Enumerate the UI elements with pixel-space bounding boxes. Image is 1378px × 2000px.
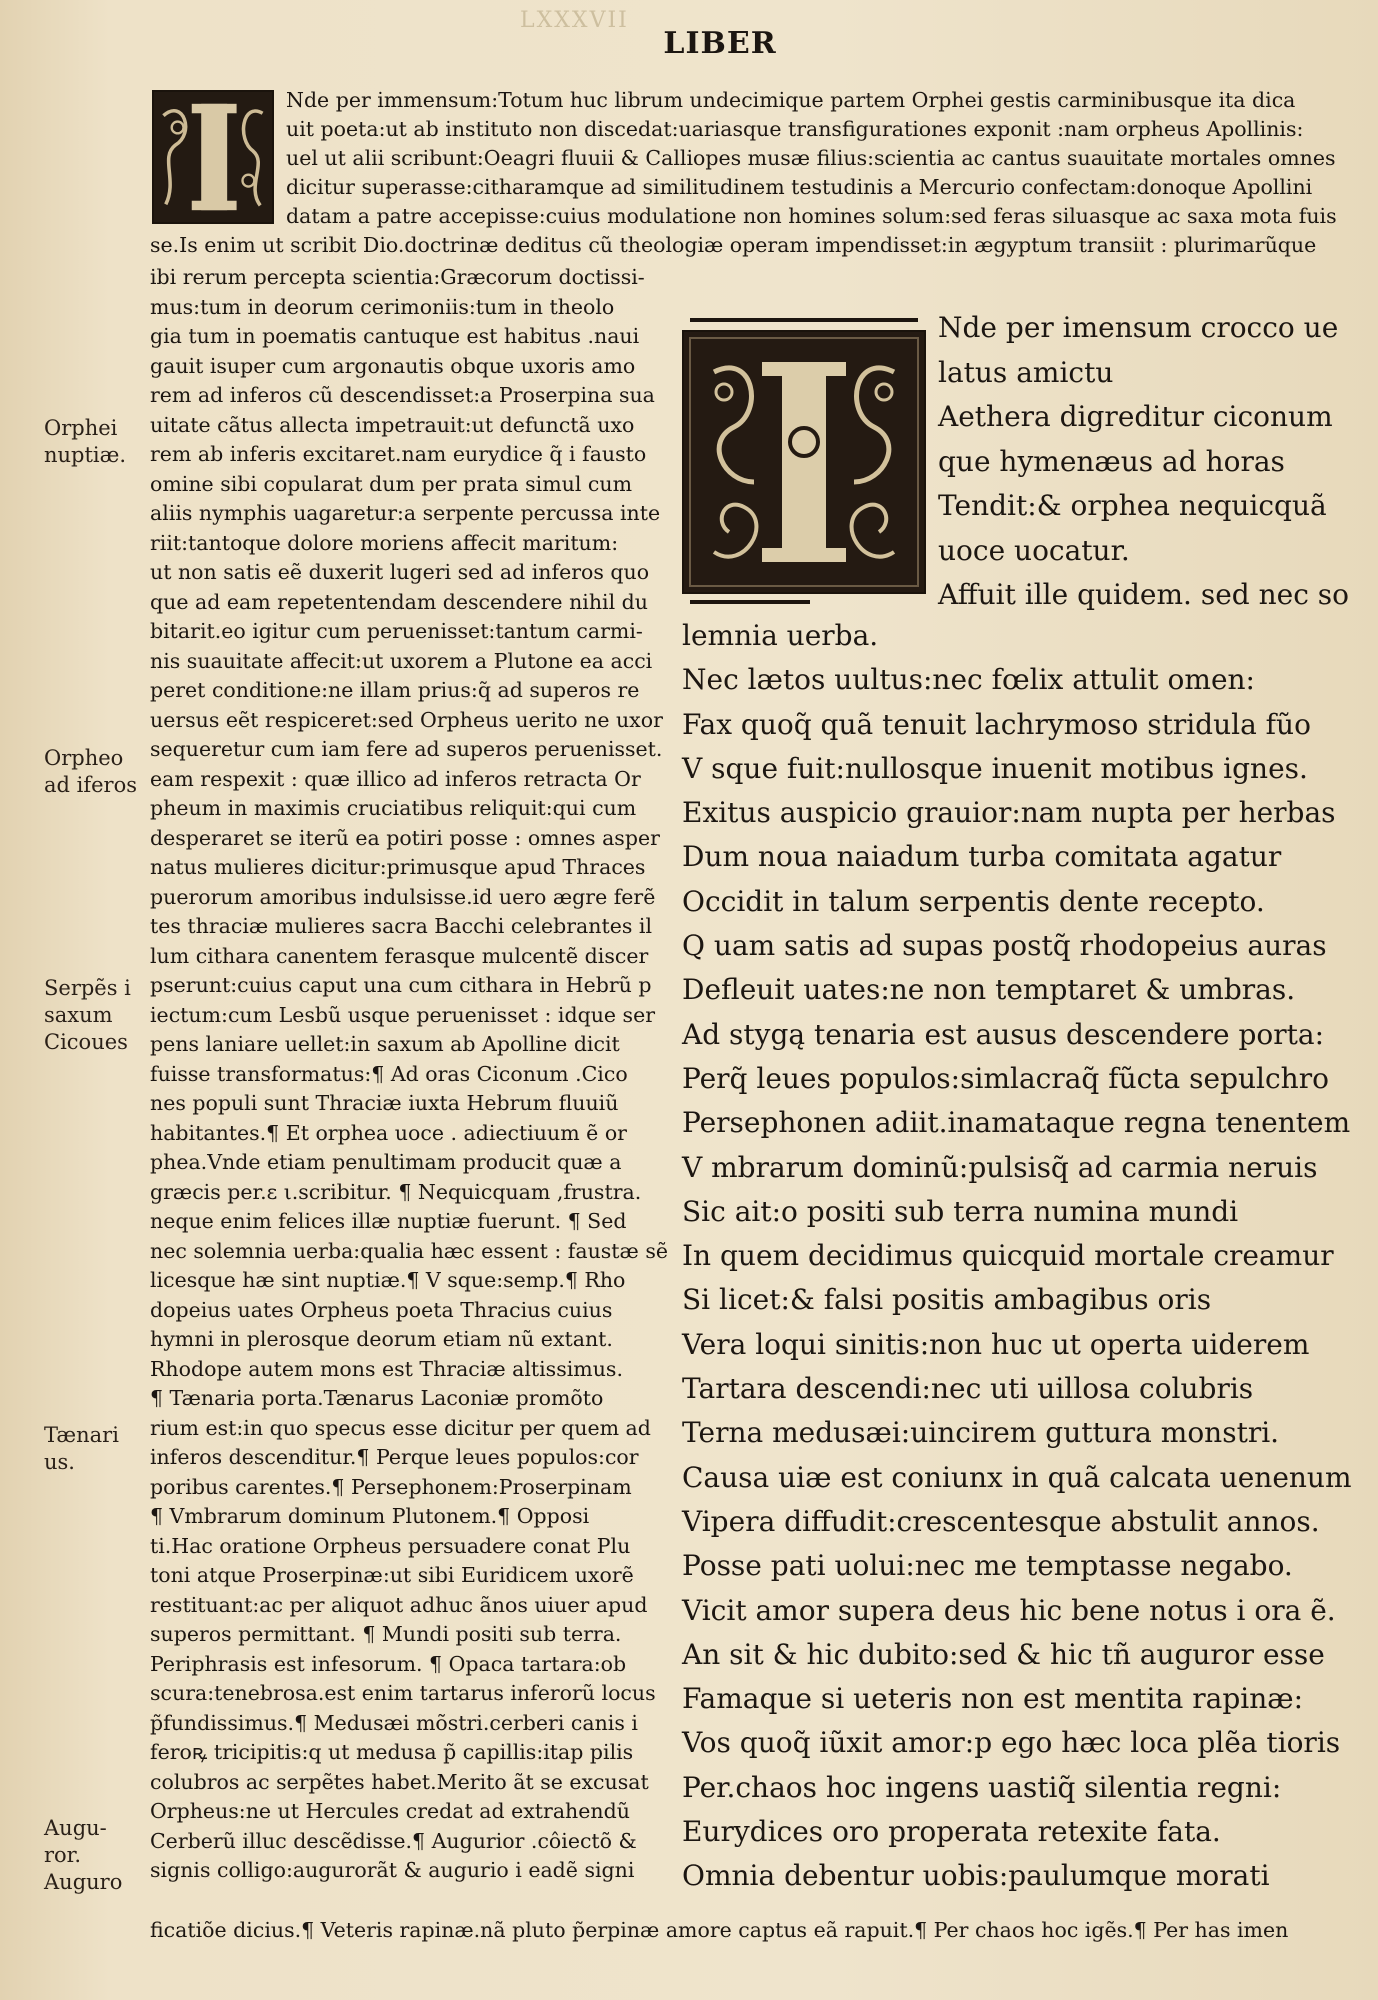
- verse-head-block: [938, 306, 1358, 618]
- verse-line: V sque fuit:nullosque inuenit motibus ignes.: [682, 751, 1308, 785]
- verse-line: Tartara descendi:nec uti uillosa colubris: [682, 1372, 1254, 1406]
- margin-note-orphei-nuptiae: Orphei nuptiæ.: [44, 416, 127, 467]
- commentary-line: gia tum in poematis cantuque est habitus .naui: [150, 324, 640, 348]
- verse-line: Nde per imensum crocco ue: [938, 311, 1339, 344]
- intro-line: dicitur superasse:citharamque ad similitudinem testudinis a Mercurio confectam:donoque Apollini: [286, 175, 1313, 199]
- commentary-line: colubros ac serpẽtes habet.Merito ãt se excusat: [150, 1769, 649, 1794]
- verse-line: Vipera diffudit:crescentesque abstulit annos.: [682, 1504, 1320, 1538]
- intro-line: uel ut alii scribunt:Oeagri fluuii & Calliopes musæ filius:scientia ac cantus suauitate mortales omnes: [286, 146, 1336, 170]
- intro-line: se.Is enim ut scribit Dio.doctrinæ deditus cũ theologiæ operam impendisset:in ægyptum transiit : plurimarũque: [150, 233, 1317, 257]
- commentary-line: pserunt:cuius caput una cum cithara in Hebrũ p: [150, 973, 652, 997]
- verse-line: Sic ait:o positi sub terra numina mundi: [682, 1194, 1239, 1228]
- commentary-line: uersus eẽt respiceret:sed Orpheus uerito ne uxor: [150, 707, 663, 732]
- verse-column: [682, 614, 1362, 1899]
- commentary-line: hymni in plerosque deorum etiam nũ extant.: [150, 1327, 613, 1351]
- commentary-line: superos permittant. ¶ Mundi positi sub terra.: [150, 1622, 622, 1646]
- commentary-line: Rhodope autem mons est Thraciæ altissimus.: [150, 1356, 623, 1381]
- commentary-line: puerorum amoribus indulsisse.id uero ægre ferẽ: [150, 884, 656, 909]
- woodcut-initial-large: [682, 330, 926, 594]
- commentary-line: natus mulieres dicitur:primusque apud Thraces: [150, 855, 646, 879]
- verse-line: Terna medusæi:uincirem guttura monstri.: [682, 1416, 1280, 1450]
- commentary-line: p̃fundissimus.¶ Medusæi mõstri.cerberi canis i: [150, 1710, 638, 1735]
- verse-line: Aethera digreditur ciconum: [938, 400, 1333, 433]
- commentary-line: restituant:ac per aliquot adhuc ãnos uiuer apud: [150, 1592, 648, 1617]
- commentary-line: ¶ Vmbrarum dominum Plutonem.¶ Opposi: [150, 1504, 590, 1528]
- verse-line: Exitus auspicio grauior:nam nupta per herbas: [682, 796, 1336, 830]
- verse-line: Persephonen adiit.inamataque regna tenentem: [682, 1106, 1351, 1140]
- commentary-line: græcis per.ε ι.scribitur. ¶ Nequicquam ,frustra.: [150, 1179, 642, 1204]
- verse-line: Affuit ille quidem. sed nec so: [938, 578, 1350, 611]
- verse-line: An sit & hic dubito:sed & hic tñ auguror esse: [682, 1637, 1325, 1671]
- commentary-line: pens laniare uellet:in saxum ab Apolline dicit: [150, 1032, 620, 1056]
- bottom-commentary-line: ficatiõe dicius.¶ Veteris rapinæ.nã pluto p̃erpinæ amore captus eã rapuit.¶ Per chaos hoc igẽs.¶ Per has imen: [150, 1918, 1289, 1942]
- commentary-line: gauit isuper cum argonautis obque uxoris amo: [150, 353, 636, 378]
- commentary-line: inferos descenditur.¶ Perque leues populos:cor: [150, 1445, 639, 1469]
- commentary-line: dopeius uates Orpheus poeta Thracius cuius: [150, 1297, 613, 1322]
- margin-note-orpheo-ad-iferos: Orpheo ad iferos: [44, 746, 138, 797]
- verse-line: Tendit:& orphea nequicquã: [938, 489, 1327, 522]
- running-head: LIBER: [663, 26, 777, 61]
- intro-line: uit poeta:ut ab instituto non discedat:uariasque transfigurationes exponit :nam orpheus Apollinis:: [286, 117, 1304, 141]
- verse-line: Vicit amor supera deus hic bene notus i ora ẽ.: [682, 1593, 1336, 1627]
- commentary-line: que ad eam repetentendam descendere nihil du: [150, 589, 648, 614]
- commentary-line: toni atque Proserpinæ:ut sibi Euridicem uxorẽ: [150, 1563, 634, 1587]
- commentary-line: mus:tum in deorum cerimoniis:tum in theolo: [150, 294, 615, 319]
- commentary-line: uitate cãtus allecta impetrauit:ut defunctã uxo: [150, 412, 635, 437]
- verse-line: uoce uocatur.: [938, 533, 1130, 567]
- verse-line: Nec lætos uultus:nec fœlix attulit omen:: [682, 663, 1255, 697]
- commentary-line: phea.Vnde etiam penultimam producit quæ a: [150, 1150, 622, 1174]
- commentary-line: rem ab inferis excitaret.nam eurydice q̃ i fausto: [150, 442, 647, 466]
- margin-note-serpes-saxum: Serpẽs i saxum Cicoues: [44, 976, 131, 1054]
- commentary-line: peret conditione:ne illam prius:q̃ ad superos re: [150, 678, 640, 702]
- verse-line: Causa uiæ est coniunx in quã calcata uenenum: [682, 1460, 1352, 1494]
- intro-line: datam a patre accepisse:cuius modulatione non homines solum:sed feras siluasque ac saxa mota fuis: [286, 204, 1337, 228]
- rule-top: [690, 318, 918, 322]
- margin-note-taenarius: Tænari us.: [44, 1423, 119, 1474]
- commentary-line: rem ad inferos cũ descendisset:a Proserpina sua: [150, 383, 655, 407]
- commentary-line: lum cithara canentem ferasque mulcentẽ discer: [150, 943, 649, 968]
- verse-line: Fax quoq̃ quã tenuit lachrymoso stridula fũo: [682, 707, 1311, 741]
- verse-line: V mbrarum dominũ:pulsisq̃ ad carmia neruis: [682, 1150, 1318, 1184]
- commentary-line: rium est:in quo specus esse dicitur per quem ad: [150, 1415, 651, 1440]
- commentary-line: nec solemnia uerba:qualia hæc essent : faustæ sẽ: [150, 1238, 668, 1263]
- verse-line: lemnia uerba.: [682, 619, 879, 652]
- commentary-line: signis colligo:augurorãt & augurio i eadẽ signi: [150, 1858, 635, 1882]
- verse-line: Perq̃ leues populos:simlacraq̃ fũcta sepulchro: [682, 1061, 1329, 1095]
- commentary-column: [150, 263, 670, 1886]
- commentary-line: pheum in maximis cruciatibus reliquit:qui cum: [150, 796, 637, 820]
- verse-line: Q uam satis ad supas postq̃ rhodopeius auras: [682, 929, 1327, 963]
- commentary-line: tes thraciæ mulieres sacra Bacchi celebrantes il: [150, 914, 652, 938]
- commentary-line: Periphrasis est infesorum. ¶ Opaca tartara:ob: [150, 1651, 627, 1676]
- initial-ornament-icon: [684, 332, 924, 592]
- commentary-line: sequeretur cum iam fere ad superos peruenisset.: [150, 737, 663, 761]
- verse-line: Defleuit uates:ne non temptaret & umbras.: [682, 973, 1296, 1007]
- commentary-line: desperaret se iterũ ea potiri posse : omnes asper: [150, 825, 660, 850]
- verse-line: Eurydices oro properata retexite fata.: [682, 1815, 1221, 1849]
- woodcut-initial-small: [152, 90, 274, 224]
- verse-line: Occidit in talum serpentis dente recepto.: [682, 884, 1265, 918]
- commentary-line: ¶ Tænaria porta.Tænarus Laconiæ promõto: [150, 1386, 604, 1410]
- commentary-line: neque enim felices illæ nuptiæ fuerunt. ¶ Sed: [150, 1209, 627, 1233]
- commentary-line: nis suauitate affecit:ut uxorem a Plutone ea acci: [150, 648, 653, 673]
- intro-block: [286, 86, 1362, 231]
- commentary-line: habitantes.¶ Et orphea uoce . adiectiuum ẽ or: [150, 1120, 627, 1145]
- commentary-line: licesque hæ sint nuptiæ.¶ V sque:semp.¶ Rho: [150, 1268, 626, 1292]
- verse-line: In quem decidimus quicquid mortale creamur: [682, 1239, 1334, 1273]
- commentary-line: omine sibi copularat dum per prata simul cum: [150, 471, 633, 496]
- show-through-folio: LXXXVII: [520, 8, 629, 33]
- commentary-line: eam respexit : quæ illico ad inferos retracta Or: [150, 766, 641, 791]
- commentary-line: riit:tantoque dolore moriens affecit maritum:: [150, 530, 619, 555]
- verse-line: Posse pati uolui:nec me temptasse negabo.: [682, 1549, 1293, 1583]
- commentary-line: aliis nymphis uagaretur:a serpente percussa inte: [150, 501, 661, 525]
- margin-note-augurior: Augu- ror. Auguro: [44, 1816, 123, 1894]
- intro-block-full: [150, 231, 1360, 260]
- rule-bottom: [690, 600, 810, 604]
- commentary-line: ut non satis eẽ duxerit lugeri sed ad inferos quo: [150, 560, 650, 584]
- commentary-line: ibi rerum percepta scientia:Græcorum doctissi-: [150, 265, 645, 289]
- verse-line: Per.chaos hoc ingens uastiq̃ silentia regni:: [682, 1770, 1282, 1804]
- verse-line: Omnia debentur uobis:paulumque morati: [682, 1859, 1270, 1893]
- verse-line: Famaque si ueteris non est mentita rapinæ:: [682, 1682, 1304, 1716]
- commentary-line: scura:tenebrosa.est enim tartarus inferorũ locus: [150, 1681, 656, 1705]
- commentary-line: fuisse transformatus:¶ Ad oras Ciconum .Cico: [150, 1061, 628, 1086]
- commentary-line: Cerberũ illuc descẽdisse.¶ Augurior .côiectõ &: [150, 1828, 637, 1853]
- verse-line: Vera loqui sinitis:non huc ut operta uiderem: [682, 1327, 1310, 1361]
- verse-line: Si licet:& falsi positis ambagibus oris: [682, 1283, 1212, 1317]
- verse-line: Dum noua naiadum turba comitata agatur: [682, 840, 1282, 874]
- commentary-line: ti.Hac oratione Orpheus persuadere conat Plu: [150, 1533, 631, 1558]
- verse-line: que hymenæus ad horas: [938, 444, 1285, 478]
- intro-line: Nde per immensum:Totum huc librum undecimique partem Orphei gestis carminibusque ita dica: [286, 88, 1296, 112]
- commentary-line: poribus carentes.¶ Persephonem:Proserpinam: [150, 1474, 632, 1499]
- initial-ornament-icon: [154, 92, 272, 222]
- commentary-line: feroꝶ tricipitis:q ut medusa p̃ capillis:itap pilis: [150, 1740, 634, 1764]
- commentary-line: Orpheus:ne ut Hercules credat ad extrahendũ: [150, 1799, 630, 1823]
- verse-line: Ad stygą tenaria est ausus descendere porta:: [682, 1017, 1325, 1051]
- verse-line: Vos quoq̃ iũxit amor:p ego hæc loca plẽa tioris: [682, 1726, 1341, 1760]
- commentary-line: bitarit.eo igitur cum peruenisset:tantum carmi-: [150, 619, 643, 643]
- verse-line: latus amictu: [938, 355, 1114, 389]
- commentary-line: nes populi sunt Thraciæ iuxta Hebrum fluuiũ: [150, 1091, 619, 1115]
- commentary-line: iectum:cum Lesbũ usque peruenisset : idque ser: [150, 1002, 656, 1027]
